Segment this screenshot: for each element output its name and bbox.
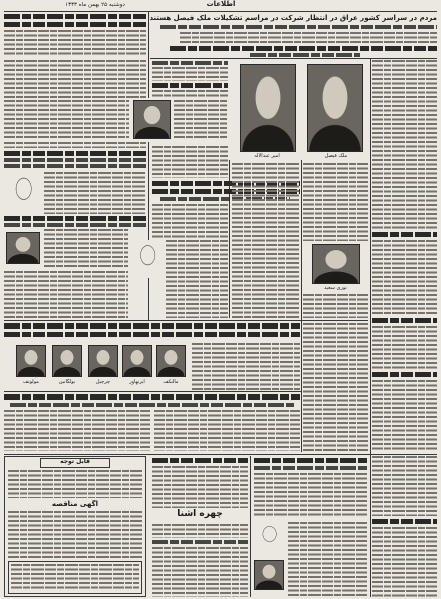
column-divider <box>250 456 251 597</box>
article-headline <box>4 158 146 162</box>
lead-subheadline <box>160 25 437 29</box>
article-headline <box>254 466 368 470</box>
caption-amir: امیر عبدالاله <box>254 153 280 159</box>
article-body <box>152 547 248 597</box>
portrait-amir <box>240 64 296 152</box>
article-headline <box>4 14 146 19</box>
article-body <box>4 60 146 98</box>
article-body <box>372 527 437 597</box>
photo-row-portrait <box>16 345 46 377</box>
article-headline <box>152 458 248 463</box>
notice-body <box>8 470 142 498</box>
article-body <box>372 456 437 516</box>
photo-row-caption: مولوتف <box>23 379 39 385</box>
article-body <box>303 294 368 318</box>
portrait-sketch <box>6 172 40 214</box>
header-date: دوشنبه ۲۵ بهمن ماه ۱۳۳۳ <box>65 2 125 8</box>
portrait-photo <box>133 100 171 139</box>
lead-rule <box>150 58 437 59</box>
article-headline <box>4 394 300 400</box>
article-headline <box>4 223 146 227</box>
article-headline <box>10 403 294 407</box>
column-divider <box>370 58 371 597</box>
article-body <box>174 100 228 140</box>
article-body <box>152 524 248 538</box>
lead-subheadline <box>250 53 360 57</box>
portrait-photo <box>254 560 284 590</box>
article-headline <box>372 519 437 524</box>
portrait-sketch <box>254 522 284 552</box>
portrait-photo <box>6 232 40 264</box>
notice-attention-title: قابل توجه <box>40 458 110 468</box>
article-headline <box>4 164 146 168</box>
portrait-nuri <box>312 244 360 284</box>
article-headline <box>152 540 248 544</box>
article-body <box>372 326 437 370</box>
article-body <box>152 204 228 238</box>
lead-deck-text <box>180 32 437 45</box>
article-headline <box>152 61 228 65</box>
notice-tender-title: آگهی مناقصه <box>51 500 99 508</box>
article-body <box>254 473 368 518</box>
article-body <box>152 90 228 98</box>
article-body <box>152 146 228 178</box>
article-headline <box>254 458 368 463</box>
article-body <box>44 172 146 214</box>
section-rule <box>4 320 368 321</box>
article-headline <box>372 372 437 377</box>
article-body <box>154 410 300 451</box>
article-body <box>4 100 129 140</box>
article-body <box>372 380 437 452</box>
article-body <box>4 410 150 451</box>
photo-row-portrait <box>88 345 118 377</box>
lead-headline: مردم در سراسر کشور عراق در انتظار شرکت در مراسم تشکیلات ملک فیصل هستند <box>150 14 437 22</box>
caption-nuri: نوری سعید <box>324 285 347 291</box>
article-body <box>288 522 368 597</box>
caption-faisal: ملک فیصل <box>324 153 348 159</box>
photo-row-portrait <box>122 345 152 377</box>
article-headline <box>4 323 300 329</box>
photo-row-caption: بولگانین <box>58 379 76 385</box>
photo-row-caption: چرچیل <box>95 379 111 385</box>
header-rule <box>4 11 437 12</box>
photo-row-portrait <box>52 345 82 377</box>
article-headline <box>152 83 228 88</box>
section-rule <box>4 454 437 455</box>
article-body <box>4 271 128 318</box>
photo-row-caption: آیزنهاور <box>129 379 145 385</box>
column-divider <box>301 160 302 452</box>
article-body <box>372 60 437 230</box>
article-headline <box>4 332 300 337</box>
notice-body <box>8 511 142 559</box>
article-body <box>303 323 368 451</box>
article-body <box>4 142 146 148</box>
portrait-faisal <box>307 64 363 152</box>
article-body <box>372 240 437 315</box>
article-body <box>232 163 299 318</box>
feature-title: چهره آشنا <box>177 509 223 519</box>
article-headline <box>4 151 146 156</box>
photo-row-caption: مالنکف <box>163 379 179 385</box>
article-body <box>152 67 228 81</box>
column-divider <box>148 142 149 320</box>
column-divider <box>148 12 149 98</box>
lead-subheadline <box>170 46 437 51</box>
article-body <box>166 240 228 318</box>
article-body <box>303 163 368 241</box>
portrait-sketch <box>131 240 163 278</box>
article-headline <box>4 216 146 221</box>
masthead-logo: اطلاعات <box>206 0 236 8</box>
article-body <box>152 466 248 508</box>
article-headline <box>4 22 146 27</box>
article-body <box>44 229 128 269</box>
section-rule <box>4 391 301 392</box>
article-headline <box>372 232 437 237</box>
photo-row-portrait <box>156 345 186 377</box>
article-body <box>4 30 146 56</box>
article-body <box>192 343 300 390</box>
article-headline <box>372 318 437 323</box>
notice-body <box>11 564 139 591</box>
